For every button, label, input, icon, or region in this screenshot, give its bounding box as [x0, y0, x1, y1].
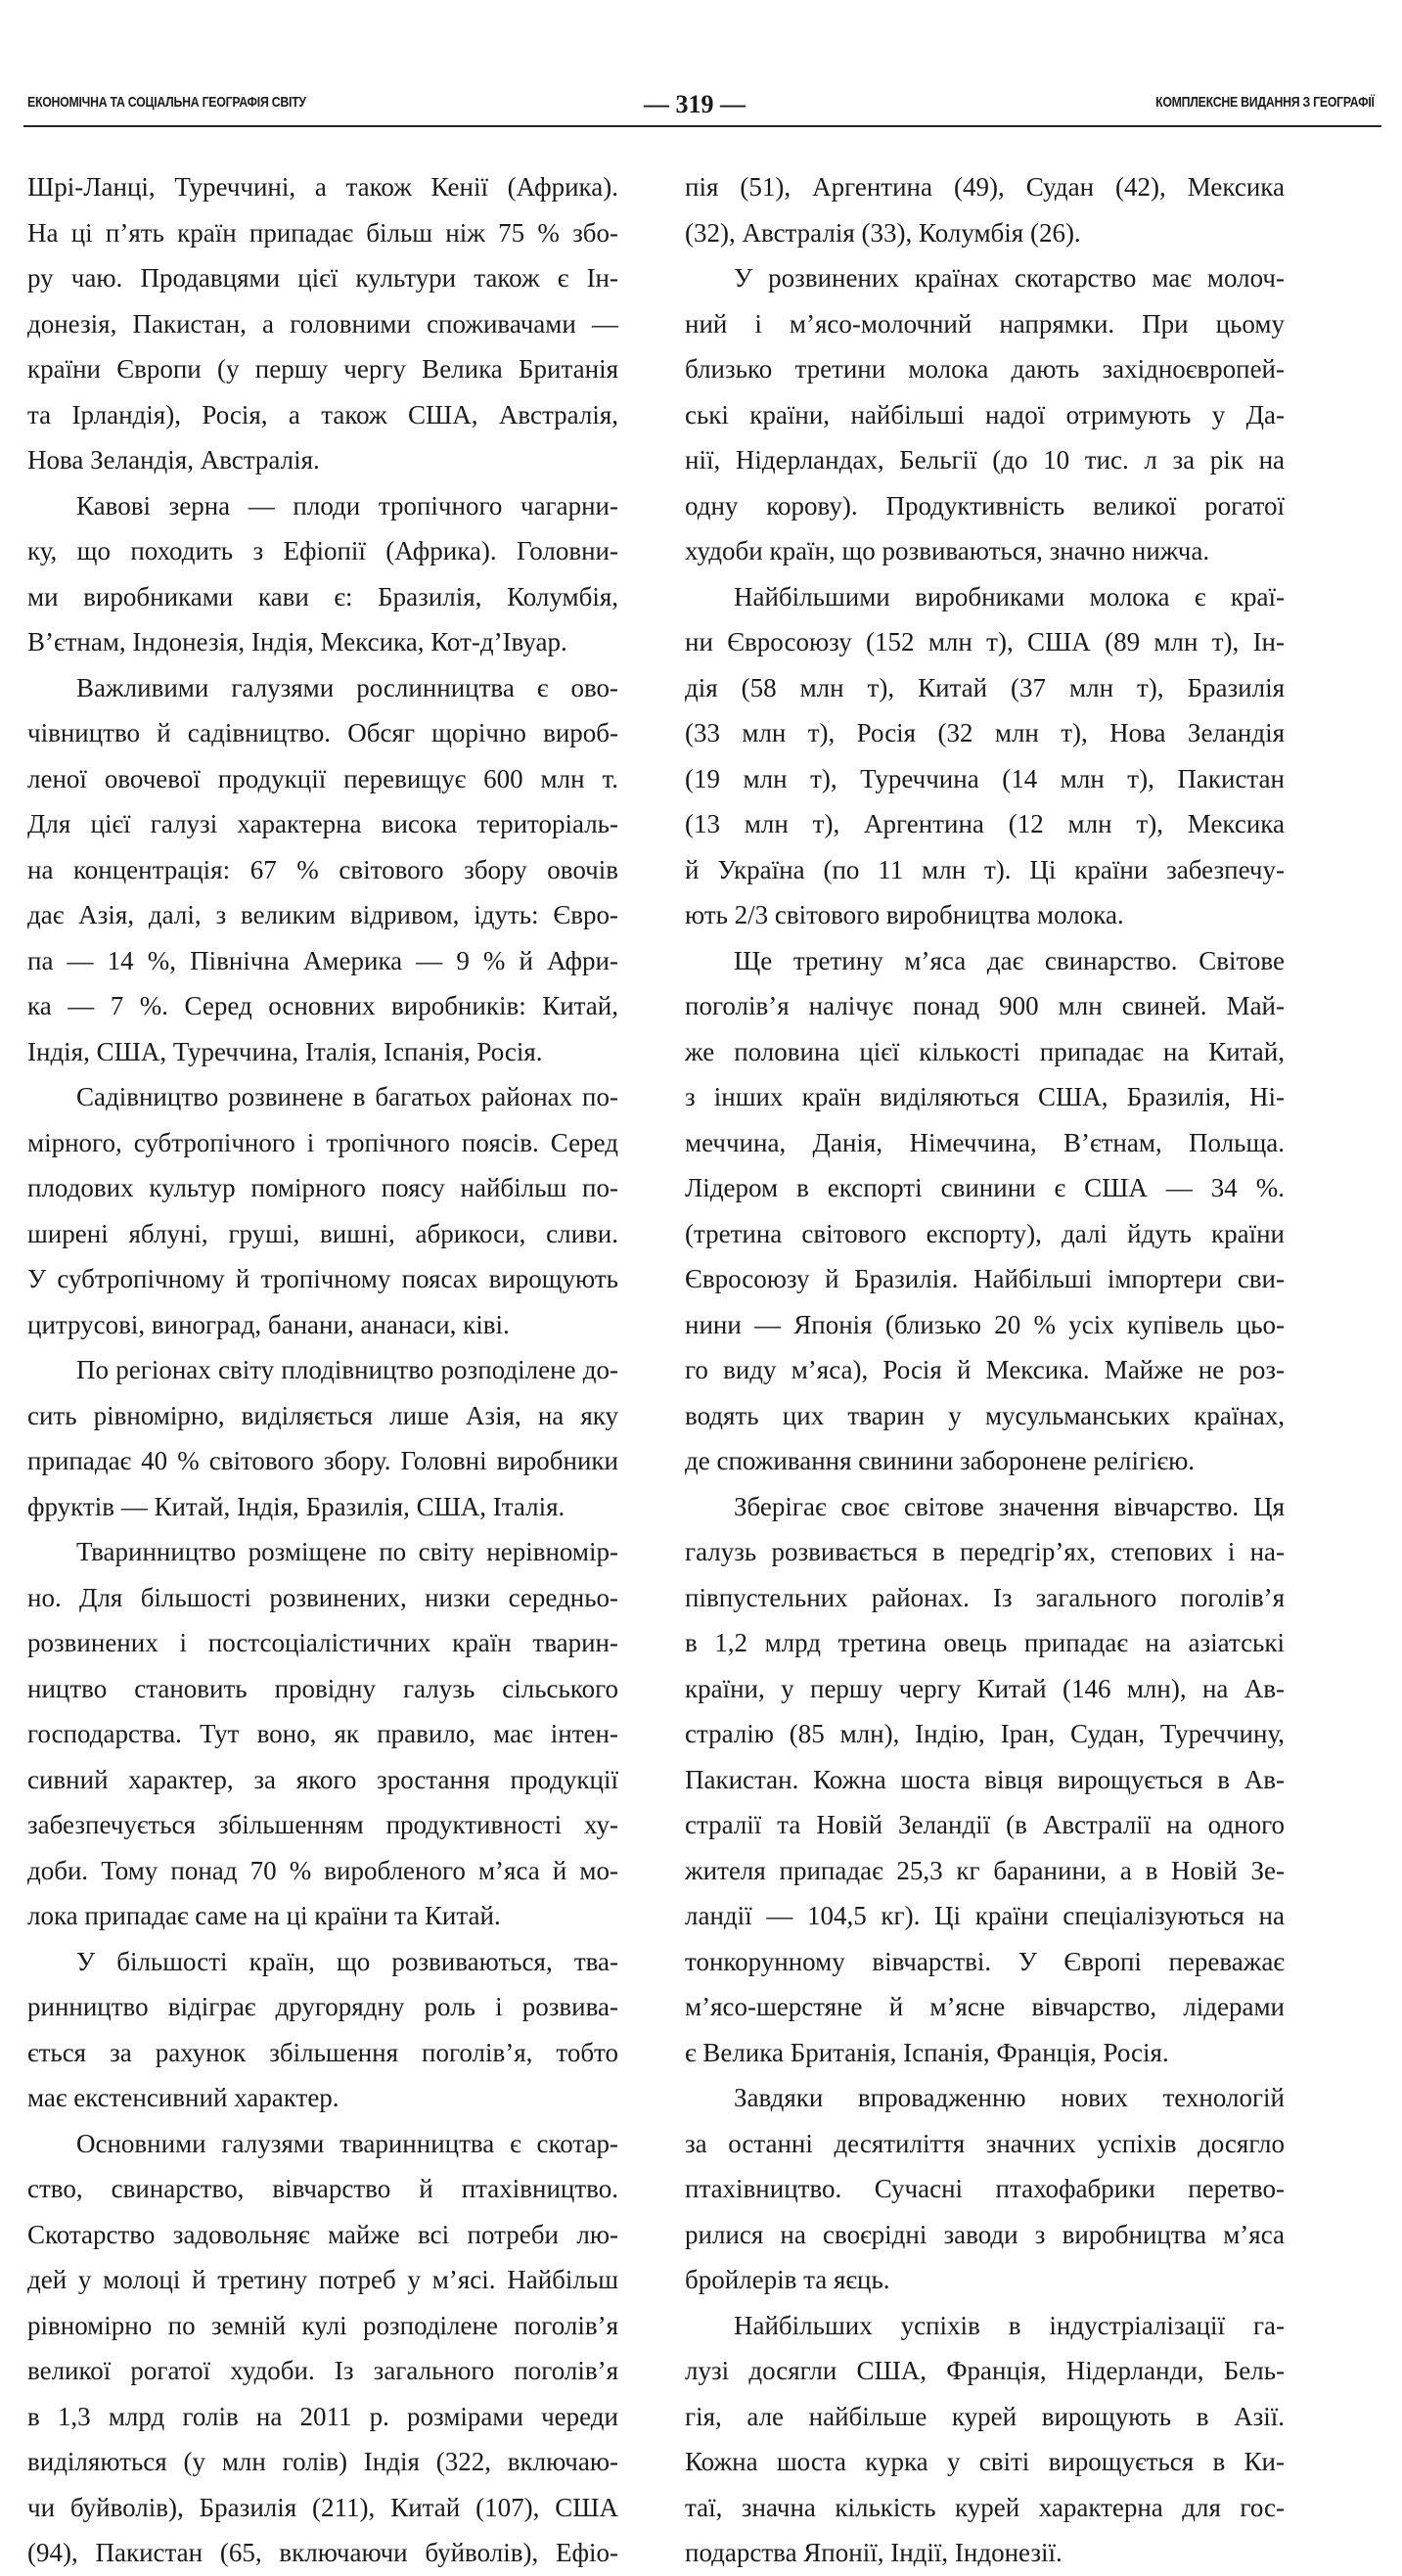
text-line: гія, але найбільше курей вирощують в Азії. [685, 2401, 1285, 2431]
text-line: По регіонах світу плодівництво розподілене до- [76, 1355, 618, 1384]
text-line: півпустельних районах. Із загального поголів’я [685, 1582, 1285, 1612]
text-line: й Україна (по 11 млн т). Ці країни забезпечу- [685, 854, 1285, 884]
text-line: плодових культур помірного поясу найбільш по- [27, 1173, 618, 1202]
text-line: сить рівномірно, виділяється лише Азія, на яку [27, 1400, 618, 1430]
text-line: дей у молоці й третину потреб у м’ясі. Найбільш [27, 2265, 618, 2294]
text-line: ни Євросоюзу (152 млн т), США (89 млн т), Ін- [685, 627, 1285, 656]
paragraph [27, 1529, 618, 1939]
text-line: великої рогатої худоби. Із загального поголів’я [27, 2356, 618, 2385]
text-line: нії, Нідерландах, Бельгії (до 10 тис. л за рік на [685, 445, 1285, 475]
text-line: в 1,3 млрд голів на 2011 р. розмірами череди [27, 2401, 618, 2431]
text-line: забезпечується збільшенням продуктивності ху- [27, 1810, 618, 1839]
text-line: ські країни, найбільші надої отримують у Да- [685, 399, 1285, 429]
text-line: Лідером в експорті свинини є США — 34 %. [685, 1173, 1285, 1202]
text-line: близько третини молока дають західноєвропей- [685, 354, 1285, 384]
text-line: фруктів — Китай, Індія, Бразилія, США, Італія. [27, 1491, 565, 1521]
text-line: дія (58 млн т), Китай (37 млн т), Бразилія [685, 672, 1285, 702]
paragraph [27, 1074, 618, 1347]
text-line: Для цієї галузі характерна висока територіаль- [27, 809, 618, 838]
text-line: но. Для більшості розвинених, низки середньо- [27, 1582, 618, 1612]
running-header-right: КОМПЛЕКСНЕ ВИДАННЯ З ГЕОГРАФІЇ [1155, 94, 1375, 111]
text-line: ється за рахунок збільшення поголів’я, тобто [27, 2037, 618, 2067]
text-line: чи буйволів), Бразилія (211), Китай (107), США [27, 2492, 618, 2522]
paragraph [27, 164, 618, 483]
paragraph [27, 1939, 618, 2121]
text-column-right [685, 164, 1285, 2576]
text-line: нини — Японія (близько 20 % усіх купівель цьо- [685, 1309, 1285, 1339]
text-line: Завдяки впровадженню нових технологій [734, 2083, 1285, 2112]
text-line: Скотарство задовольняє майже всі потреби лю- [27, 2219, 618, 2249]
running-header-left: ЕКОНОМІЧНА ТА СОЦІАЛЬНА ГЕОГРАФІЯ СВІТУ [27, 94, 306, 111]
text-line: припадає 40 % світового збору. Головні виробники [27, 1446, 618, 1475]
text-line: Кавові зерна — плоди тропічного чагарни- [76, 490, 618, 520]
text-line: на концентрація: 67 % світового збору овочів [27, 854, 618, 884]
text-line: В’єтнам, Індонезія, Індія, Мексика, Кот-д’Івуар. [27, 627, 567, 656]
text-line: Шрі-Ланці, Туреччині, а також Кенії (Африка). [27, 172, 618, 202]
text-line: жителя припадає 25,3 кг баранини, а в Новій Зе- [685, 1855, 1285, 1885]
text-line: леної овочевої продукції перевищує 600 млн т. [27, 763, 618, 793]
text-line: Садівництво розвинене в багатьох районах по- [76, 1082, 618, 1111]
text-line: ринництво відіграє другорядну роль і розвива- [27, 1992, 618, 2021]
text-line: ми виробниками кави є: Бразилія, Колумбія, [27, 581, 618, 611]
text-line: Кожна шоста курка у світі вирощується в Ки- [685, 2447, 1285, 2476]
text-line: ку, що походить з Ефіопії (Африка). Головни- [27, 536, 618, 565]
text-line: У розвинених країнах скотарство має молоч- [734, 263, 1285, 293]
text-line: Індія, США, Туреччина, Італія, Іспанія, Росія. [27, 1036, 543, 1066]
paragraph [685, 255, 1285, 574]
paragraph [27, 665, 618, 1075]
text-line: Важливими галузями рослинництва є ово- [76, 672, 618, 702]
text-line: Основними галузями тваринництва є скотар- [76, 2128, 618, 2158]
page-number: — 319 — [644, 90, 746, 118]
text-line: розвинених і постсоціалістичних країн тварин- [27, 1628, 618, 1657]
paragraph [685, 574, 1285, 938]
text-line: (третина світового експорту), далі йдуть країни [685, 1218, 1285, 1248]
text-line: Пакистан. Кожна шоста вівця вирощується в Ав- [685, 1764, 1285, 1794]
paragraph [685, 164, 1285, 255]
text-line: На ці п’ять країн припадає більш ніж 75 % збо- [27, 217, 618, 248]
text-line: цитрусові, виноград, банани, ананаси, ківі. [27, 1309, 510, 1339]
text-line: ство, свинарство, вівчарство й птахівництво. [27, 2174, 618, 2203]
text-line: країни, у першу чергу Китай (146 млн), на Ав- [685, 1673, 1285, 1703]
paragraph [685, 938, 1285, 1484]
text-line: та Ірландія), Росія, а також США, Австралія, [27, 399, 618, 429]
text-line: ництво становить провідну галузь сільського [27, 1673, 618, 1703]
text-line: (33 млн т), Росія (32 млн т), Нова Зеландія [685, 718, 1285, 747]
text-line: ширені яблуні, груші, вишні, абрикоси, сливи. [27, 1218, 618, 1248]
text-line: же половина цієї кількості припадає на Китай, [685, 1036, 1285, 1066]
text-line: поголів’я налічує понад 900 млн свиней. Май- [685, 991, 1285, 1020]
text-line: го виду м’яса), Росія й Мексика. Майже не роз- [685, 1355, 1285, 1384]
text-line: лока припадає саме на ці країни та Китай. [27, 1901, 501, 1930]
text-line: сивний характер, за якого зростання продукції [27, 1764, 618, 1794]
text-line: Нова Зеландія, Австралія. [27, 445, 320, 475]
text-line: рилися на своєрідні заводи з виробництва м’яса [685, 2219, 1285, 2249]
text-line: Ще третину м’яса дає свинарство. Світове [734, 945, 1285, 975]
text-line: стралії та Новій Зеландії (в Австралії на одного [685, 1810, 1285, 1839]
text-line: ний і м’ясо-молочний напрямки. При цьому [685, 308, 1285, 339]
text-line: Найбільшими виробниками молока є краї- [734, 581, 1285, 611]
text-line: па — 14 %, Північна Америка — 9 % й Афри- [27, 945, 618, 975]
text-line: ка — 7 %. Серед основних виробників: Китай, [27, 991, 618, 1020]
text-line: птахівництво. Сучасні птахофабрики перетво- [685, 2174, 1285, 2203]
text-line: м’ясо-шерстяне й м’ясне вівчарство, лідерами [685, 1992, 1285, 2021]
text-line: У більшості країн, що розвиваються, тва- [76, 1946, 618, 1976]
text-line: Найбільших успіхів в індустріалізації га- [734, 2310, 1285, 2340]
text-line: за останні десятиліття значних успіхів досягло [685, 2128, 1285, 2158]
text-line: бройлерів та яєць. [685, 2265, 890, 2294]
text-line: Євросоюзу й Бразилія. Найбільші імпортери сви- [685, 1264, 1285, 1293]
header-rule [23, 125, 1381, 127]
text-line: виділяються (у млн голів) Індія (322, включаю- [27, 2447, 618, 2476]
text-line: (32), Австралія (33), Колумбія (26). [685, 217, 1081, 248]
paragraph [27, 483, 618, 665]
text-line: донезія, Пакистан, а головними споживачами — [27, 308, 618, 339]
text-line: з інших країн виділяються США, Бразилія, Ні- [685, 1082, 1285, 1111]
text-line: галузь розвивається в передгір’ях, степових і на- [685, 1537, 1285, 1566]
text-line: Зберігає своє світове значення вівчарство. Ця [734, 1491, 1285, 1521]
text-line: чівництво й садівництво. Обсяг щорічно вироб- [27, 718, 618, 747]
text-line: (19 млн т), Туреччина (14 млн т), Пакистан [685, 763, 1285, 793]
text-line: тонкорунному вівчарстві. У Європі переважає [685, 1946, 1285, 1976]
paragraph [27, 1347, 618, 1529]
text-line: має екстенсивний характер. [27, 2083, 339, 2112]
text-line: одну корову). Продуктивність великої рогатої [685, 490, 1285, 520]
text-line: пія (51), Аргентина (49), Судан (42), Мексика [685, 172, 1285, 202]
text-line: У субтропічному й тропічному поясах вирощують [27, 1264, 618, 1293]
text-line: дає Азія, далі, з великим відривом, ідуть: Євро- [27, 900, 618, 929]
text-line: мірного, субтропічного і тропічного поясів. Серед [27, 1127, 618, 1157]
text-line: господарства. Тут воно, як правило, має інтен- [27, 1719, 618, 1748]
text-line: худоби країн, що розвиваються, значно нижча. [685, 536, 1210, 565]
text-line: (94), Пакистан (65, включаючи буйволів), Ефіо- [27, 2538, 618, 2567]
paragraph [685, 2075, 1285, 2303]
text-column-left [27, 164, 618, 2576]
text-line: (13 млн т), Аргентина (12 млн т), Мексика [685, 809, 1285, 838]
text-line: ру чаю. Продавцями цієї культури також є Ін- [27, 263, 618, 293]
text-line: країни Європи (у першу чергу Велика Британія [27, 354, 618, 384]
text-line: де споживання свинини заборонене релігією. [685, 1446, 1196, 1475]
text-line: Тваринництво розміщене по світу нерівномір- [76, 1537, 618, 1566]
paragraph [685, 2303, 1285, 2576]
text-line: подарства Японії, Індії, Індонезії. [685, 2538, 1063, 2567]
text-line: лузі досягли США, Франція, Нідерланди, Бель- [685, 2356, 1285, 2385]
text-line: стралію (85 млн), Індію, Іран, Судан, Туреччину, [685, 1719, 1285, 1748]
text-line: ландії — 104,5 кг). Ці країни спеціалізуються на [685, 1901, 1285, 1930]
text-line: меччина, Данія, Німеччина, В’єтнам, Польща. [685, 1127, 1285, 1157]
text-line: водять цих тварин у мусульманських країнах, [685, 1400, 1285, 1430]
text-line: ють 2/3 світового виробництва молока. [685, 900, 1124, 929]
text-line: таї, значна кількість курей характерна для гос- [685, 2492, 1285, 2522]
text-line: рівномірно по земній кулі розподілене поголів’я [27, 2310, 618, 2340]
text-line: в 1,2 млрд третина овець припадає на азіатські [685, 1628, 1285, 1657]
paragraph [27, 2121, 618, 2576]
paragraph [685, 1484, 1285, 2076]
text-line: доби. Тому понад 70 % виробленого м’яса й мо- [27, 1855, 618, 1885]
text-line: є Велика Британія, Іспанія, Франція, Росія. [685, 2037, 1169, 2067]
